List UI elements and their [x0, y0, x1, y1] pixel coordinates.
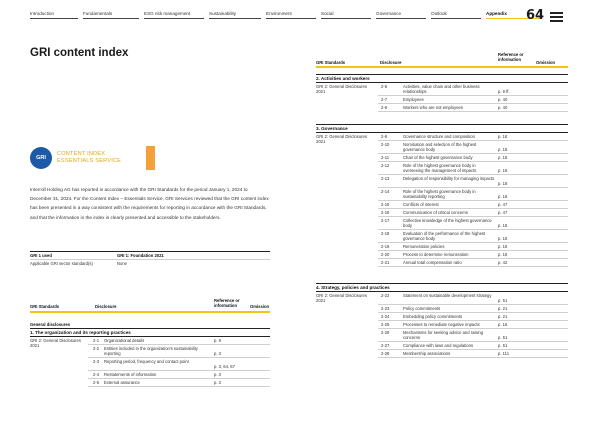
divider	[316, 124, 568, 125]
nav-esg-risk-management[interactable]: ESG risk management	[144, 11, 204, 19]
section-heading-4: 4. Strategy, policies and practices	[316, 285, 390, 290]
header-rule	[30, 311, 270, 313]
row-number: 2-9	[381, 134, 388, 139]
row-divider	[378, 216, 568, 217]
gri-logo	[30, 145, 165, 171]
row-reference: p. 40	[498, 105, 508, 110]
row-disclosure: Annual total compensation ratio	[403, 260, 462, 265]
gri1-used-value: GRI 1: Foundation 2021	[117, 253, 164, 258]
general-disclosures-heading: General disclosures	[30, 322, 71, 327]
row-divider	[378, 103, 568, 104]
row-disclosure: Nomination and selection of the highest governance body	[403, 142, 477, 152]
row-disclosure: Conflicts of interest	[403, 202, 439, 207]
divider	[30, 251, 270, 252]
row-number: 2-1	[93, 338, 100, 343]
row-disclosure: Compliance with laws and regulations	[403, 343, 474, 348]
row-divider	[378, 266, 568, 267]
header-omission: Omission	[536, 60, 556, 65]
header-reference: Reference or information	[214, 298, 240, 308]
row-reference: p. 18	[498, 181, 508, 186]
row-number: 2-12	[381, 163, 390, 168]
row-divider	[378, 153, 568, 154]
row-number: 2-7	[381, 97, 388, 102]
row-disclosure: Role of the highest governance body in sustainability reporting	[403, 189, 476, 199]
row-disclosure: Delegation of responsibility for managing impacts	[403, 176, 495, 181]
row-standard: GRI 2: General Disclosures 2021	[316, 84, 367, 94]
row-disclosure: Entities included in the organization's sustainability reporting	[104, 346, 198, 356]
row-number: 2-16	[381, 210, 390, 215]
header-disclosure: Disclosure	[95, 304, 117, 309]
row-disclosure: Evaluation of the performance of the highest governance body	[403, 231, 486, 241]
row-disclosure: Process to determine remuneration	[403, 252, 469, 257]
row-divider	[378, 187, 568, 188]
row-number: 2-26	[381, 330, 390, 335]
section-heading-1: 1. The organization and its reporting practices	[30, 330, 131, 335]
row-number: 2-21	[381, 260, 390, 265]
divider	[316, 82, 568, 83]
row-disclosure: Membership associations	[403, 351, 451, 356]
nav-fundamentals[interactable]: Fundamentals	[83, 11, 139, 19]
row-disclosure: Processes to remediate negative impacts	[403, 322, 480, 327]
row-reference: p. 3	[214, 380, 221, 385]
nav-environment[interactable]: Environment	[266, 11, 316, 19]
nav-introduction[interactable]: Introduction	[30, 11, 78, 19]
row-disclosure: Policy commitments	[403, 306, 441, 311]
row-reference: p. 9	[214, 338, 221, 343]
row-standard: GRI 2: General Disclosures 2021	[30, 338, 81, 348]
sector-standard-value: None	[117, 261, 128, 266]
row-reference: p. 18	[498, 244, 508, 249]
nav-appendix[interactable]: Appendix	[486, 11, 541, 19]
row-divider	[378, 328, 568, 329]
row-divider	[88, 370, 270, 371]
row-number: 2-22	[381, 293, 390, 298]
row-disclosure: Communication of critical concerns	[403, 210, 468, 215]
row-divider	[378, 208, 568, 209]
row-number: 2-24	[381, 314, 390, 319]
row-number: 2-20	[381, 252, 390, 257]
hamburger-menu-icon[interactable]	[550, 12, 563, 22]
row-number: 2-8	[381, 105, 388, 110]
sector-standard-label: Applicable GRI sector standard(s)	[30, 261, 93, 266]
row-number: 2-25	[381, 322, 390, 327]
row-number: 2-3	[93, 359, 100, 364]
row-disclosure: Organizational details	[104, 338, 145, 343]
row-number: 2-5	[93, 380, 100, 385]
divider	[30, 259, 270, 260]
row-disclosure: Restatements of information	[104, 372, 157, 377]
row-disclosure: Statement on sustainable development strategy	[403, 293, 492, 298]
row-divider	[378, 200, 568, 201]
divider	[316, 291, 568, 292]
logo-line-2: ESSENTIALS SERVICE	[57, 158, 122, 164]
row-reference: p. 51	[498, 298, 508, 303]
row-reference: p. 18	[498, 223, 508, 228]
intro-paragraph: Interroll Holding AG has reported in accordance with the GRI Standards for the period January 1, 2024 to December 31, 2024. For the Content Index – Essentials Service, GRI Services reviewed that the GRI content index has been presented in a way consistent with the requirements for reporting in accordance with the GRI Standards, and that the information in the index is clearly presented and accessible to the stakeholders.	[30, 187, 269, 220]
row-standard: GRI 2: General Disclosures 2021	[316, 293, 367, 303]
header-omission: Omission	[250, 304, 270, 309]
page-title: GRI content index	[30, 47, 129, 59]
row-number: 2-18	[381, 231, 390, 236]
row-divider	[378, 304, 568, 305]
row-disclosure: Mechanisms for seeking advice and raising concerns	[403, 330, 484, 340]
row-disclosure: Role of the highest governance body in overseeing the management of impacts	[403, 163, 477, 173]
row-divider	[378, 174, 568, 175]
row-reference: p. 18	[498, 236, 508, 241]
header-rule	[316, 66, 568, 68]
gri-logo-mark: GRI	[30, 147, 52, 169]
row-divider	[378, 111, 568, 112]
nav-outlook[interactable]: Outlook	[431, 11, 481, 19]
row-number: 2-23	[381, 306, 390, 311]
nav-sustainability[interactable]: Sustainability	[209, 11, 261, 19]
row-divider	[378, 320, 568, 321]
row-reference: p. 18	[498, 194, 508, 199]
row-divider	[378, 140, 568, 141]
row-divider	[378, 258, 568, 259]
row-disclosure: Chair of the highest governance body	[403, 155, 473, 160]
gri1-used-label: GRI 1 used	[30, 253, 52, 258]
row-disclosure: Workers who are not employees	[403, 105, 463, 110]
row-number: 2-2	[93, 346, 100, 351]
row-disclosure: Remuneration policies	[403, 244, 445, 249]
row-divider	[378, 95, 568, 96]
row-reference: p. 111	[498, 351, 510, 356]
row-divider	[88, 378, 270, 379]
row-divider	[378, 161, 568, 162]
row-divider	[88, 357, 270, 358]
row-reference: p. 16	[498, 322, 508, 327]
row-reference: p. 47	[498, 210, 508, 215]
top-navigation	[30, 11, 510, 23]
row-number: 2-27	[381, 343, 390, 348]
row-number: 2-11	[381, 155, 390, 160]
row-reference: p. 3	[214, 351, 221, 356]
header-reference: Reference or information	[498, 52, 524, 62]
row-divider	[378, 250, 568, 251]
section-heading-2: 2. Activities and workers	[316, 76, 370, 81]
row-divider	[378, 242, 568, 243]
row-disclosure: Reporting period, frequency and contact point	[104, 359, 189, 364]
divider	[30, 328, 270, 329]
row-number: 2-6	[381, 84, 388, 89]
row-divider	[378, 349, 568, 350]
row-number: 2-19	[381, 244, 390, 249]
row-disclosure: Embedding policy commitments	[403, 314, 463, 319]
row-reference: p. 18	[498, 168, 508, 173]
row-reference: p. 21	[498, 314, 508, 319]
header-gri-standards: GRI Standards	[316, 60, 346, 65]
row-number: 2-13	[381, 176, 390, 181]
row-reference: p. 9 ff.	[498, 89, 510, 94]
row-reference: p. 21	[498, 306, 508, 311]
row-reference: p. 47	[498, 202, 508, 207]
logo-line-1: CONTENT INDEX	[57, 151, 106, 157]
row-number: 2-10	[381, 142, 390, 147]
row-reference: p. 3	[214, 372, 221, 377]
header-gri-standards: GRI Standards	[30, 304, 60, 309]
row-number: 2-14	[381, 189, 390, 194]
row-reference: p. 18	[498, 147, 508, 152]
header-disclosure: Disclosure	[380, 60, 402, 65]
row-reference: p. 40	[498, 97, 508, 102]
row-reference: p. 18	[498, 155, 508, 160]
row-reference: p. 51	[498, 343, 508, 348]
divider	[316, 132, 568, 133]
row-disclosure: Activities, value chain and other business relationships	[403, 84, 480, 94]
row-number: 2-4	[93, 372, 100, 377]
row-disclosure: Employees	[403, 97, 424, 102]
nav-social[interactable]: Social	[321, 11, 371, 19]
row-number: 2-15	[381, 202, 390, 207]
row-divider	[88, 386, 270, 387]
row-divider	[378, 357, 568, 358]
row-reference: p. 18	[498, 252, 508, 257]
row-reference: p. 51	[498, 335, 508, 340]
row-disclosure: Governance structure and composition	[403, 134, 475, 139]
row-disclosure: Collective knowledge of the highest governance body	[403, 218, 492, 228]
row-divider	[378, 229, 568, 230]
row-divider	[378, 312, 568, 313]
section-heading-3: 3. Governance	[316, 126, 348, 131]
nav-governance[interactable]: Governance	[376, 11, 426, 19]
gri-logo-text	[57, 151, 121, 165]
row-number: 2-17	[381, 218, 390, 223]
divider	[316, 283, 568, 284]
row-reference: p. 18	[498, 134, 508, 139]
divider	[316, 74, 568, 75]
page-number: 64	[526, 8, 545, 23]
gri-badge	[146, 146, 155, 170]
row-divider	[378, 341, 568, 342]
row-disclosure: External assurance	[104, 380, 140, 385]
row-reference: p. 3, 64, 67	[214, 364, 235, 369]
row-reference: p. 42	[498, 260, 508, 265]
row-number: 2-28	[381, 351, 390, 356]
row-divider	[88, 344, 270, 345]
row-standard: GRI 2: General Disclosures 2021	[316, 134, 367, 144]
divider	[30, 336, 270, 337]
